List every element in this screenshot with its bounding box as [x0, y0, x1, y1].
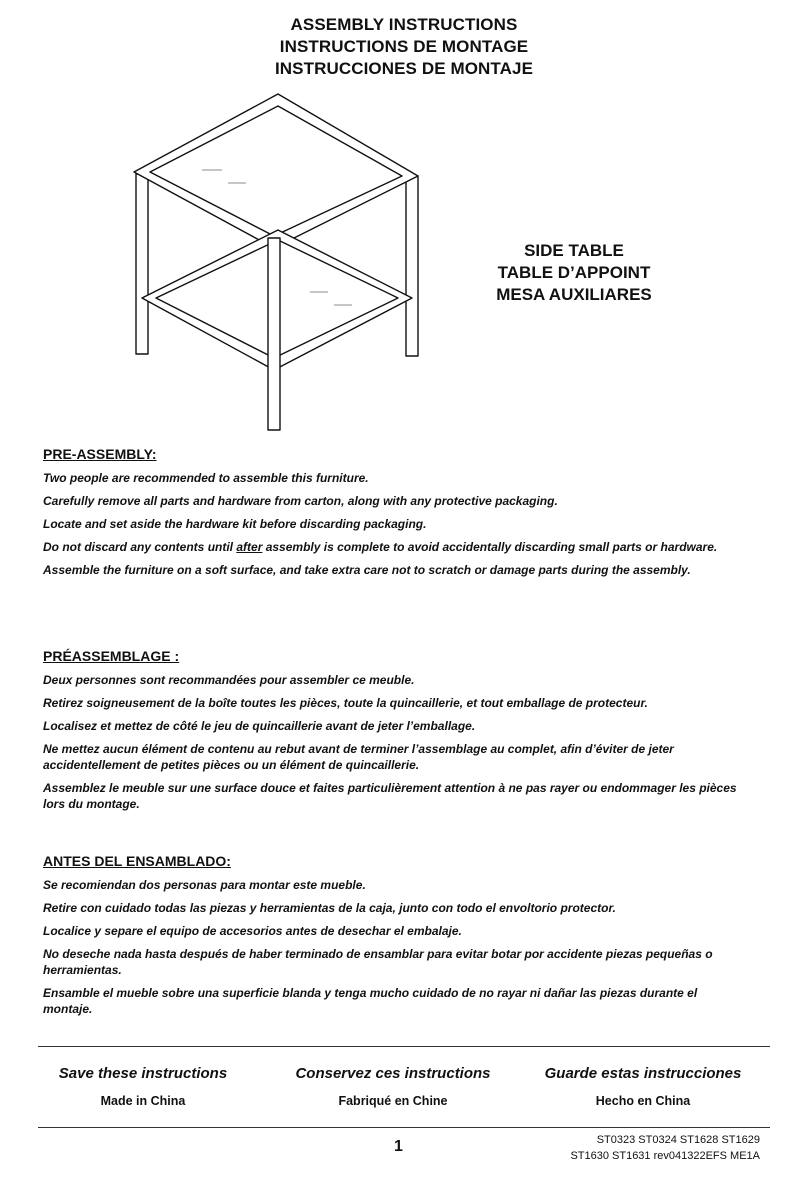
made-in-text: Fabriqué en Chine	[338, 1094, 448, 1108]
instruction-paragraph: Se recomiendan dos personas para montar este mueble.	[43, 878, 366, 892]
section-heading: PRÉASSEMBLAGE :	[43, 648, 180, 664]
instruction-paragraph: Two people are recommended to assemble this furniture.	[43, 471, 369, 485]
footer-top-rule	[38, 1046, 770, 1047]
product-codes-line-1: ST0323 ST0324 ST1628 ST1629	[596, 1134, 760, 1146]
made-in-text: Hecho en China	[595, 1094, 691, 1108]
product-line-fr: TABLE D’APPOINT	[497, 263, 651, 282]
side-table-illustration	[128, 88, 428, 436]
instruction-paragraph: Locate and set aside the hardware kit before discarding packaging.	[43, 517, 427, 531]
made-in-text: Made in China	[100, 1094, 186, 1108]
section-heading: ANTES DEL ENSAMBLADO:	[43, 853, 231, 869]
save-instructions-text: Guarde estas instrucciones	[544, 1065, 742, 1082]
instruction-paragraph: Ne mettez aucun élément de contenu au rebut avant de terminer l’assemblage au complet, afin d’éviter de jeter accidentellement de petites pièces ou un élément de quincaillerie.	[43, 742, 674, 772]
page-number: 1	[394, 1138, 403, 1155]
text-fragment: Do not discard any contents until	[43, 540, 237, 554]
title-line-fr: INSTRUCTIONS DE MONTAGE	[279, 37, 529, 56]
instruction-paragraph: Assemblez le meuble sur une surface douce et faites particulièrement attention à ne pas rayer ou endommager les pièces lors du montage.	[43, 781, 737, 811]
title-line-en: ASSEMBLY INSTRUCTIONS	[290, 15, 518, 34]
instruction-paragraph: Carefully remove all parts and hardware from carton, along with any protective packaging.	[43, 494, 558, 508]
document-title	[0, 14, 808, 80]
product-line-es: MESA AUXILIARES	[496, 285, 652, 304]
left-leg	[136, 174, 148, 354]
product-codes-line-2: ST1630 ST1631 rev041322EFS ME1A	[570, 1150, 760, 1162]
instruction-paragraph: Deux personnes sont recommandées pour assembler ce meuble.	[43, 673, 415, 687]
section-antes-del-ensamblado	[43, 853, 743, 1024]
footer-column-es	[523, 1065, 763, 1108]
footer-column-en	[23, 1065, 263, 1108]
front-leg	[268, 238, 280, 430]
instruction-paragraph: Localice y separe el equipo de accesorios antes de desechar el embalaje.	[43, 924, 462, 938]
product-line-en: SIDE TABLE	[524, 241, 624, 260]
footer-bottom-rule	[38, 1127, 770, 1128]
title-line-es: INSTRUCCIONES DE MONTAJE	[274, 59, 534, 78]
footer-column-fr	[273, 1065, 513, 1108]
instruction-paragraph: Ensamble el mueble sobre una superficie blanda y tenga mucho cuidado de no rayar ni dañar las piezas durante el montaje.	[43, 986, 698, 1016]
right-leg	[406, 176, 418, 356]
save-instructions-text: Conservez ces instructions	[295, 1065, 491, 1082]
section-pre-assembly	[43, 446, 743, 585]
product-codes	[570, 1132, 760, 1164]
section-heading: PRE-ASSEMBLY:	[43, 446, 157, 462]
instruction-paragraph: Retirez soigneusement de la boîte toutes les pièces, toute la quincaillerie, et tout emballage de protecteur.	[43, 696, 648, 710]
instruction-paragraph: Retire con cuidado todas las piezas y herramientas de la caja, junto con todo el envoltorio protector.	[43, 901, 616, 915]
save-instructions-text: Save these instructions	[58, 1065, 228, 1082]
product-name	[448, 240, 700, 306]
instruction-paragraph-discard	[43, 539, 743, 555]
text-fragment: assembly is complete to avoid accidentally discarding small parts or hardware.	[262, 540, 718, 554]
instruction-paragraph: Assemble the furniture on a soft surface, and take extra care not to scratch or damage parts during the assembly.	[43, 563, 691, 577]
instruction-paragraph: No deseche nada hasta después de haber terminado de ensamblar para evitar botar por accidente piezas pequeñas o herramientas.	[43, 947, 713, 977]
instruction-paragraph: Localisez et mettez de côté le jeu de quincaillerie avant de jeter l’emballage.	[43, 719, 476, 733]
underlined-word: after	[236, 540, 263, 554]
section-preassemblage	[43, 648, 743, 819]
